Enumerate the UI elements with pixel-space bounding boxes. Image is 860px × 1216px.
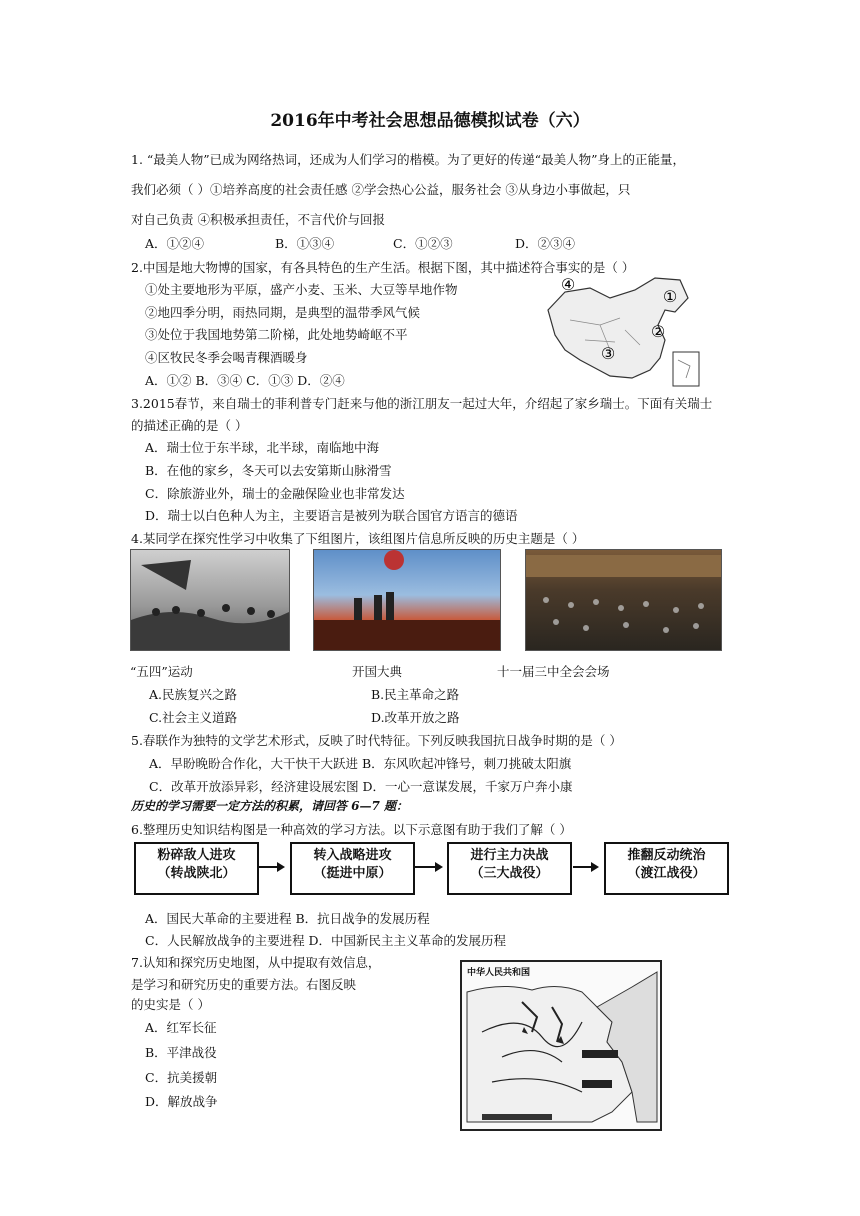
photo-founding-ceremony xyxy=(313,549,501,651)
photo-may-fourth xyxy=(130,549,290,651)
q2-item-2: ②地四季分明，雨热同期，是典型的温带季风气候 xyxy=(145,305,421,320)
q3-stem-line2: 的描述正确的是（ ） xyxy=(131,418,248,433)
flow-step-1-sub: （转战陕北） xyxy=(157,866,236,881)
caption-founding-ceremony: 开国大典 xyxy=(352,664,403,679)
map-title: 中华人民共和国 xyxy=(467,968,531,978)
flow-arrow-3 xyxy=(573,866,597,868)
flow-arrow-1 xyxy=(259,866,283,868)
flow-step-2-title: 转入战略进攻 xyxy=(313,848,392,863)
flow-step-3 xyxy=(447,842,572,895)
q4-option-c: C.社会主义道路 xyxy=(149,710,238,725)
q1-option-c: C．①②③ xyxy=(393,236,453,251)
q1-option-d: D．②③④ xyxy=(515,236,576,251)
q6-options-row1: A．国民大革命的主要进程 B．抗日战争的发展历程 xyxy=(145,911,430,926)
map-label-3: ③ xyxy=(600,344,616,363)
caption-may-fourth: “五四”运动 xyxy=(130,664,193,679)
flow-step-3-title: 进行主力决战 xyxy=(470,848,549,863)
flow-arrow-2 xyxy=(415,866,441,868)
china-map-figure xyxy=(540,270,705,390)
q5-stem: 5.春联作为独特的文学艺术形式，反映了时代特征。下列反映我国抗日战争时期的是（ ） xyxy=(131,733,622,748)
q3-stem-line1: 3.2015春节，来自瑞士的菲利普专门赶来与他的浙江朋友一起过大年，介绍起了家乡瑞士。下面有关瑞士 xyxy=(131,396,713,411)
flow-step-1-title: 粉碎敌人进攻 xyxy=(157,848,236,863)
flow-step-4 xyxy=(604,842,729,895)
q5-options-row2: C．改革开放添异彩，经济建设展宏图 D．一心一意谋发展，千家万户奔小康 xyxy=(149,779,573,794)
q7-option-d: D．解放战争 xyxy=(145,1094,218,1109)
q1-stem-line1: 1. “最美人物”已成为网络热词，还成为人们学习的楷模。为了更好的传递“最美人物”身上的正能量， xyxy=(131,152,685,167)
page-title: 2016年中考社会思想品德模拟试卷（六） xyxy=(270,111,590,131)
q7-stem-line1: 7.认知和探究历史地图，从中提取有效信息， xyxy=(131,955,381,970)
photo-third-plenum xyxy=(525,549,722,651)
flow-step-4-title: 推翻反动统治 xyxy=(627,848,706,863)
q2-item-4: ④区牧民冬季会喝青稞酒暖身 xyxy=(145,350,308,365)
q2-stem: 2.中国是地大物博的国家，有各具特色的生产生活。根据下图，其中描述符合事实的是（ ） xyxy=(131,260,635,275)
q4-option-d: D.改革开放之路 xyxy=(371,710,460,725)
q2-options: A．①② B．③④ C．①③ D．②④ xyxy=(145,373,345,388)
q1-option-a: A．①②④ xyxy=(145,236,205,251)
q2-item-1: ①处主要地形为平原，盛产小麦、玉米、大豆等旱地作物 xyxy=(145,282,458,297)
q7-stem-line2: 是学习和研究历史的重要方法。右图反映 xyxy=(131,977,357,992)
q1-option-b: B．①③④ xyxy=(275,236,335,251)
korea-war-map xyxy=(460,960,662,1131)
flow-step-2-sub: （挺进中原） xyxy=(313,866,392,881)
q1-stem-line2: 我们必须（ ）①培养高度的社会责任感 ②学会热心公益，服务社会 ③从身边小事做起，只 xyxy=(131,182,631,197)
q5-options-row1: A．早盼晚盼合作化，大干快干大跃进 B．东风吹起冲锋号，刺刀挑破太阳旗 xyxy=(149,756,572,771)
flow-step-3-sub: （三大战役） xyxy=(470,866,549,881)
q6-options-row2: C．人民解放战争的主要进程 D．中国新民主主义革命的发展历程 xyxy=(145,933,507,948)
flow-step-2 xyxy=(290,842,415,895)
q1-stem-line3: 对自己负责 ④积极承担责任，不言代价与回报 xyxy=(131,212,385,227)
flow-step-4-sub: （渡江战役） xyxy=(627,866,706,881)
map-label-1: ① xyxy=(662,287,678,306)
q4-option-a: A.民族复兴之路 xyxy=(149,687,238,702)
q7-stem-line3: 的史实是（ ） xyxy=(131,997,210,1012)
q2-item-3: ③处位于我国地势第二阶梯，此处地势崎岖不平 xyxy=(145,327,408,342)
q3-option-a: A．瑞士位于东半球，北半球，南临地中海 xyxy=(145,440,380,455)
q6-stem: 6.整理历史知识结构图是一种高效的学习方法。以下示意图有助于我们了解（ ） xyxy=(131,822,572,837)
section-intro-6-7: 历史的学习需要一定方法的积累，请回答 6—7 题： xyxy=(131,799,409,813)
q7-option-c: C．抗美援朝 xyxy=(145,1070,218,1085)
caption-third-plenum: 十一届三中全会会场 xyxy=(497,664,610,679)
q3-option-b: B．在他的家乡，冬天可以去安第斯山脉滑雪 xyxy=(145,463,392,478)
q4-stem: 4.某同学在探究性学习中收集了下组图片，该组图片信息所反映的历史主题是（ ） xyxy=(131,531,585,546)
map-label-4: ④ xyxy=(560,275,576,294)
q7-option-a: A．红军长征 xyxy=(145,1020,217,1035)
q3-option-c: C．除旅游业外，瑞士的金融保险业也非常发达 xyxy=(145,486,405,501)
q4-option-b: B.民主革命之路 xyxy=(371,687,460,702)
q3-option-d: D．瑞士以白色种人为主，主要语言是被列为联合国官方语言的德语 xyxy=(145,508,518,523)
map-label-2: ② xyxy=(650,322,666,341)
flow-step-1 xyxy=(134,842,259,895)
q7-option-b: B．平津战役 xyxy=(145,1045,217,1060)
